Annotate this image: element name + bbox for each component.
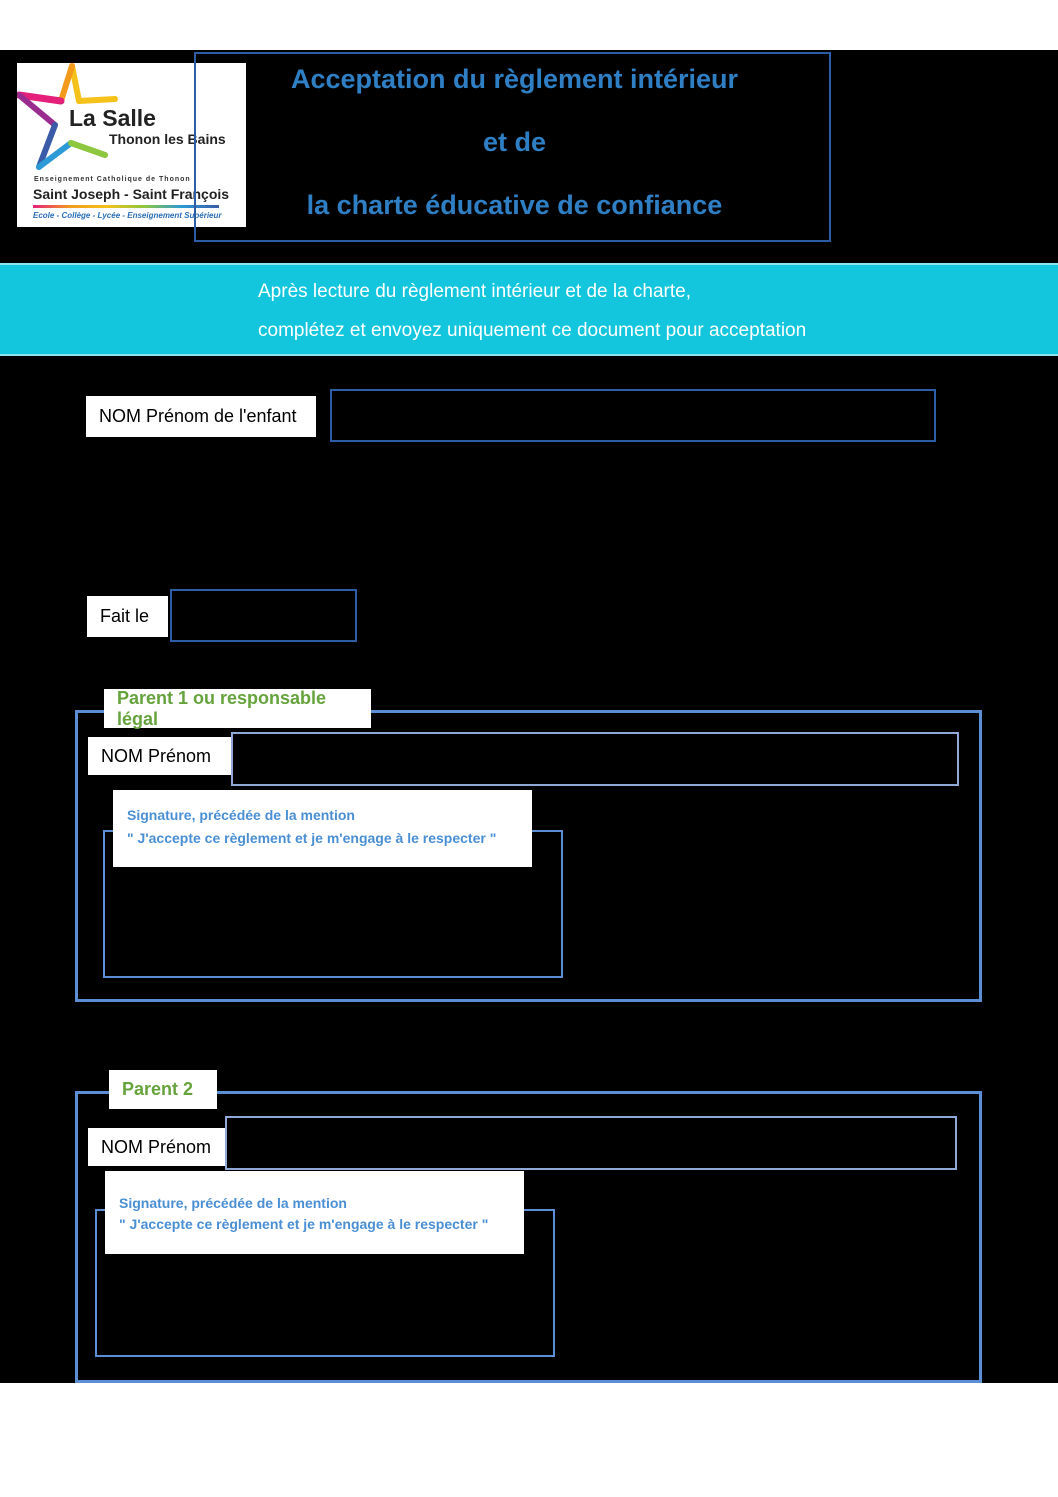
page-title-line-3: la charte éducative de confiance — [306, 190, 723, 220]
page-title-line-2: et de — [482, 127, 547, 157]
banner-line-1: Après lecture du règlement intérieur et de la charte, — [258, 281, 692, 302]
parent1-signature-label — [113, 790, 532, 867]
banner-line-2: complétez et envoyez uniquement ce document pour acceptation — [258, 320, 807, 341]
parent2-signature-line-1: Signature, précédée de la mention — [119, 1195, 347, 1211]
logo-schools: Saint Joseph - Saint François — [33, 186, 230, 202]
logo-subtitle: Enseignement Catholique de Thonon — [34, 176, 191, 183]
parent2-legend: Parent 2 — [109, 1070, 217, 1109]
parent1-signature-line-1: Signature, précédée de la mention — [127, 807, 355, 823]
parent2-name-field[interactable] — [225, 1116, 957, 1170]
parent1-name-label: NOM Prénom — [88, 737, 231, 775]
page-title-line-1: Acceptation du règlement intérieur — [290, 64, 739, 94]
instruction-banner — [0, 263, 1058, 356]
logo-city: Thonon les Bains — [109, 131, 226, 147]
logo-name: La Salle — [69, 105, 156, 131]
title-box — [194, 52, 831, 242]
logo-levels: Ecole - Collège - Lycée - Enseignement Supérieur — [33, 211, 222, 220]
logo-stripe — [33, 205, 219, 208]
child-name-field[interactable] — [330, 389, 936, 442]
parent1-name-field[interactable] — [231, 732, 959, 786]
date-label: Fait le — [87, 596, 168, 637]
child-name-label: NOM Prénom de l'enfant — [86, 396, 316, 437]
parent1-signature-line-2: " J'accepte ce règlement et je m'engage à le respecter " — [127, 830, 497, 846]
parent2-name-label: NOM Prénom — [88, 1128, 231, 1166]
parent2-signature-label — [105, 1171, 524, 1254]
date-field[interactable] — [170, 589, 357, 642]
parent2-signature-line-2: " J'accepte ce règlement et je m'engage à le respecter " — [119, 1216, 489, 1232]
parent1-legend: Parent 1 ou responsable légal — [104, 689, 371, 728]
